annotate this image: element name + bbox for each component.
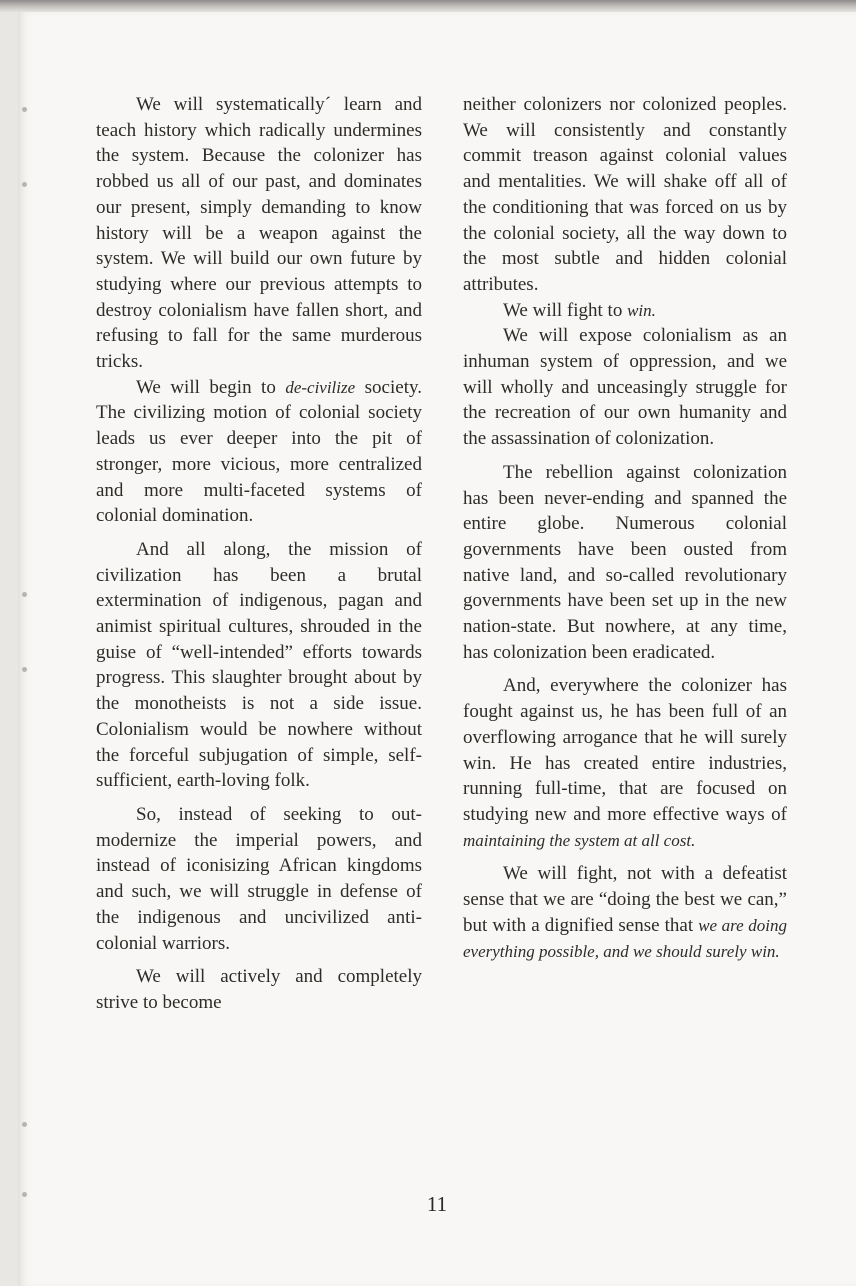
scan-top-edge — [0, 0, 856, 12]
paragraph: And all along, the mission of civilization has been a brutal extermination of indigenous, pagan and animist spiritual cultures, shrouded in the guise of “well-intended” efforts towards progress. This slaughter brought about by the monotheists is not a side issue. Colonialism would be nowhere without the forceful subjugation of simple, self-sufficient, earth-loving folk. — [96, 538, 422, 792]
paragraph: The rebellion against colonization has been never-ending and spanned the entire globe. Numerous colonial governments have been ousted from native land, and so-called revolutionary governments have been set up in the new nation-state. But nowhere, at any time, has colonization been eradicated. — [463, 461, 787, 663]
paragraph: We will actively and completely strive to become — [96, 966, 422, 1013]
emphasis-text: de-civilize — [285, 377, 356, 397]
book-page — [18, 12, 856, 1286]
paragraph-text: We will fight to — [503, 299, 628, 321]
paragraph — [96, 375, 422, 529]
right-column — [463, 92, 787, 964]
paragraph: So, instead of seeking to out-modernize the imperial powers, and instead of iconisizing African kingdoms and such, we will struggle in defense of the indigenous and uncivilized anti-colonial warriors. — [96, 803, 422, 954]
paragraph-text: society. The civilizing motion of colonial society leads us ever deeper into the pit of stronger, more vicious, more centralized and more multi-faceted systems of colonial domination. — [96, 376, 422, 527]
left-column — [96, 92, 422, 1016]
paragraph: We will expose colonialism as an inhuman system of oppression, and we will wholly and unceasingly struggle for the recreation of our own humanity and the assassination of colonization. — [463, 325, 787, 450]
paragraph: neither colonizers nor colonized peoples. We will consistently and constantly commit treason against colonial values and mentalities. We will shake off all of the conditioning that was forced on us by the colonial society, all the way down to the most subtle and hidden colonial attributes. — [463, 94, 787, 295]
paragraph-text: We will fight, not with a defeatist sense that we are “doing the best we can,” but with a dignified sense that — [463, 863, 787, 936]
paragraph — [463, 298, 787, 324]
binding-mark — [22, 667, 27, 672]
paragraph-text: We will begin to — [136, 376, 286, 398]
binding-mark — [22, 1122, 27, 1127]
binding-mark — [22, 592, 27, 597]
emphasis-text: we are doing everything possible, and we should surely win. — [463, 915, 787, 961]
binding-mark — [22, 182, 27, 187]
paragraph — [463, 673, 787, 853]
binding-mark — [22, 107, 27, 112]
emphasis-text: win. — [627, 300, 656, 320]
paragraph — [463, 861, 787, 964]
page-number: 11 — [426, 1192, 448, 1216]
paragraph-text: And, everywhere the colonizer has fought against us, he has been full of an overflowing arrogance that he will surely win. He has created entire industries, running full-time, that are focused on studying new and more effective ways of — [463, 675, 787, 825]
emphasis-text: maintaining the system at all cost. — [463, 830, 696, 850]
paragraph: We will systematically´ learn and teach history which radically undermines the system. Because the colonizer has robbed us all of our past, and dominates our present, simply demanding to know history will be a weapon against the system. We will build our own future by studying where our previous attempts to destroy colonialism have fallen short, and refusing to fall for the same murderous tricks. — [96, 94, 422, 373]
